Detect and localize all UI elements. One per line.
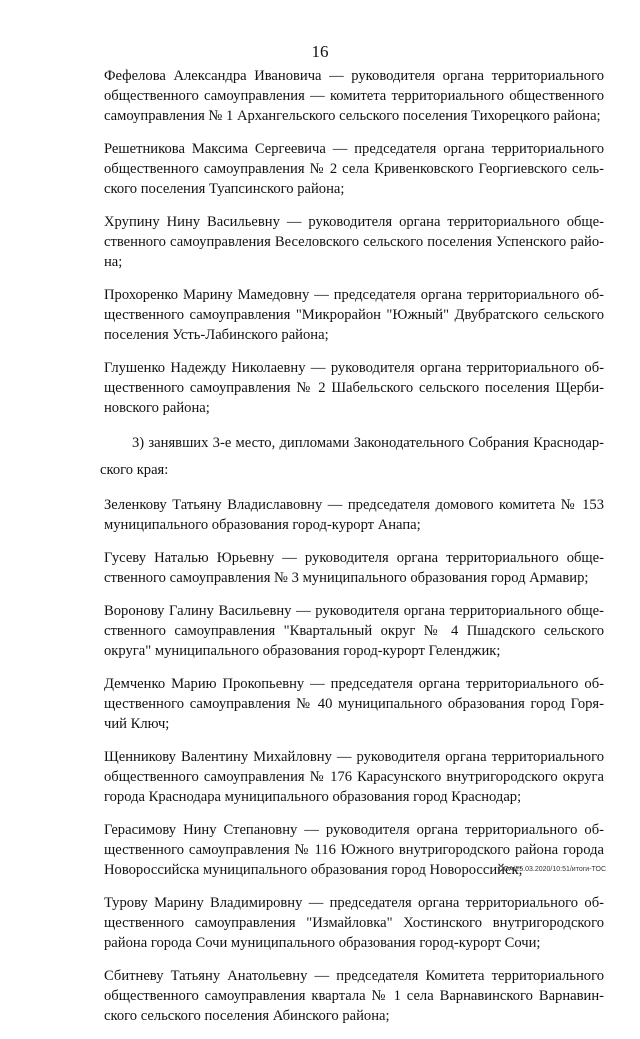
entry-line: Демченко Марию Прокопьевну — председателя органа территориального об- [104,676,604,692]
nominee-entry [104,893,604,953]
nominee-entry [104,548,604,588]
entry-line: ственного самоуправления Веселовского сельского поселения Успенского райо- [104,234,604,250]
entry-line: Сбитневу Татьяну Анатольевну — председателя Комитета территориального [104,968,604,984]
nominee-entry [104,674,604,734]
entry-line: общественного самоуправления № 2 села Кривенковского Георгиевского сель- [104,161,604,177]
nominee-entry [104,139,604,199]
entry-line: Новороссийска муниципального образования город Новороссийск; [104,862,523,878]
entry-line: ственного самоуправления № 3 муниципального образования город Армавир; [104,570,589,586]
entry-line: Воронову Галину Васильевну — руководителя органа территориального обще- [104,603,604,619]
entry-line: Глушенко Надежду Николаевну — руководителя органа территориального об- [104,360,604,376]
entry-line: чий Ключ; [104,716,170,732]
entry-line: Решетникова Максима Сергеевича — председателя органа территориального [104,141,604,157]
entry-line: Хрупину Нину Васильевну — руководителя органа территориального обще- [104,214,604,230]
entry-line: Фефелова Александра Ивановича — руководителя органа территориального [104,68,604,84]
entry-line: ского поселения Туапсинского района; [104,181,345,197]
entry-line: ственного самоуправления "Квартальный округ № 4 Пшадского сельского [104,623,604,639]
entry-line: города Краснодара муниципального образования город Краснодар; [104,789,522,805]
entry-line: муниципального образования город-курорт Анапа; [104,517,421,533]
entry-line: района города Сочи муниципального образования город-курорт Сочи; [104,935,541,951]
entry-line: новского района; [104,400,210,416]
section-intro-line: ского края: [100,462,169,478]
entry-line: общественного самоуправления № 176 Карасунского внутригородского округа [104,769,604,785]
entries-after-list [104,495,604,1026]
entry-line: Зеленкову Татьяну Владиславовну — председателя домового комитета № 153 [104,497,604,513]
entry-line: щественного самоуправления № 40 муниципального образования город Горя- [104,696,604,712]
nominee-entry [104,601,604,661]
section-intro [100,431,604,485]
nominee-entry [104,358,604,418]
nominee-entry [104,212,604,272]
entry-line: Прохоренко Марину Мамедовну — председателя органа территориального об- [104,287,604,303]
entry-line: щественного самоуправления "Измайловка" Хостинского внутригородского [104,915,604,931]
entry-line: общественного самоуправления квартала № 1 села Варнавинского Варнавин- [104,988,604,1004]
nominee-entry [104,285,604,345]
nominee-entry [104,747,604,807]
nominee-entry [104,66,604,126]
entry-line: на; [104,254,123,270]
nominee-entry [104,966,604,1026]
page-number: 16 [311,42,329,61]
nominee-entry [104,495,604,535]
entry-line: ского сельского поселения Абинского района; [104,1008,390,1024]
footer-code: СОА/25.03.2020/10:51/итоги-ТОС [498,866,606,873]
document-body [100,66,604,1039]
entry-line: общественного самоуправления — комитета территориального общественного [104,88,604,104]
section-intro-line: 3) занявших 3-е место, дипломами Законодательного Собрания Краснодар- [132,435,604,451]
entry-line: самоуправления № 1 Архангельского сельского поселения Тихорецкого района; [104,108,601,124]
entry-line: поселения Усть-Лабинского района; [104,327,329,343]
entry-line: щественного самоуправления "Микрорайон "Южный" Двубратского сельского [104,307,604,323]
entry-line: округа" муниципального образования город-курорт Геленджик; [104,643,501,659]
entry-line: Гусеву Наталью Юрьевну — руководителя органа территориального обще- [104,550,604,566]
entry-line: Турову Марину Владимировну — председателя органа территориального об- [104,895,604,911]
entry-line: щественного самоуправления № 2 Шабельского сельского поселения Щерби- [104,380,604,396]
entry-line: щественного самоуправления № 116 Южного внутригородского района города [104,842,604,858]
entry-line: Герасимову Нину Степановну — руководителя органа территориального об- [104,822,604,838]
entries-before-list [104,66,604,418]
entry-line: Щенникову Валентину Михайловну — руководителя органа территориального [104,749,604,765]
